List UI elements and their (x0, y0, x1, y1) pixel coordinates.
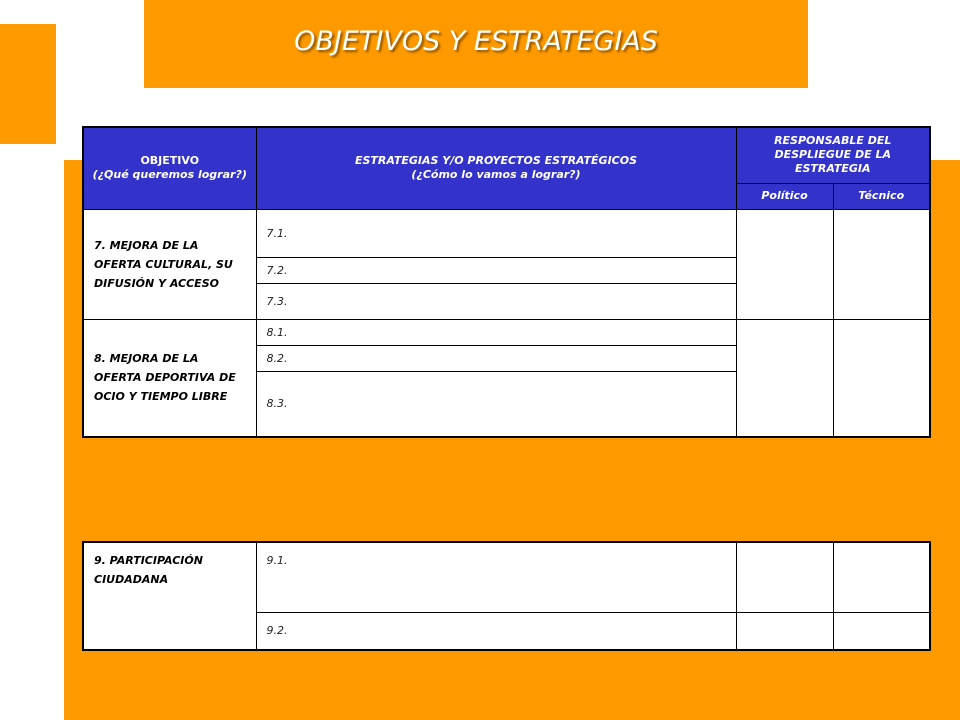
strategy-8-2[interactable]: 8.2. (256, 345, 736, 371)
objective-8: 8. MEJORA DE LA OFERTA DEPORTIVA DE OCIO Y TIEMPO LIBRE (83, 319, 256, 437)
header-estrategias-sub: (¿Cómo lo vamos a lograr?) (411, 168, 581, 182)
strategy-7-1[interactable]: 7.1. (256, 209, 736, 257)
politico-cell-8[interactable] (736, 319, 833, 437)
tecnico-cell-7[interactable] (833, 209, 930, 319)
politico-cell-9-1[interactable] (736, 542, 833, 612)
header-objetivo (83, 127, 256, 209)
tecnico-cell-9-2[interactable] (833, 612, 930, 650)
objective-7: 7. MEJORA DE LA OFERTA CULTURAL, SU DIFUSIÓN Y ACCESO (83, 209, 256, 319)
participation-table (82, 541, 931, 651)
objective-9: 9. PARTICIPACIÓN CIUDADANA (83, 542, 256, 650)
strategy-9-1[interactable]: 9.1. (256, 542, 736, 612)
page-title: OBJETIVOS Y ESTRATEGIAS (294, 26, 658, 57)
strategy-9-2[interactable]: 9.2. (256, 612, 736, 650)
header-estrategias (256, 127, 736, 209)
header-responsable: RESPONSABLE DEL DESPLIEGUE DE LA ESTRATEGIA (736, 127, 930, 183)
objectives-table (82, 126, 931, 438)
header-politico: Político (736, 183, 833, 209)
strategy-8-3[interactable]: 8.3. (256, 371, 736, 437)
tecnico-cell-9-1[interactable] (833, 542, 930, 612)
politico-cell-7[interactable] (736, 209, 833, 319)
decorative-left-bar (0, 24, 56, 144)
header-tecnico: Técnico (833, 183, 930, 209)
strategy-7-2[interactable]: 7.2. (256, 257, 736, 283)
title-band (144, 0, 808, 88)
strategy-7-3[interactable]: 7.3. (256, 283, 736, 319)
tecnico-cell-8[interactable] (833, 319, 930, 437)
header-objetivo-sub: (¿Qué queremos lograr?) (92, 168, 247, 182)
header-objetivo-label: OBJETIVO (140, 154, 200, 168)
strategy-8-1[interactable]: 8.1. (256, 319, 736, 345)
politico-cell-9-2[interactable] (736, 612, 833, 650)
header-estrategias-label: ESTRATEGIAS Y/O PROYECTOS ESTRATÉGICOS (354, 154, 638, 168)
